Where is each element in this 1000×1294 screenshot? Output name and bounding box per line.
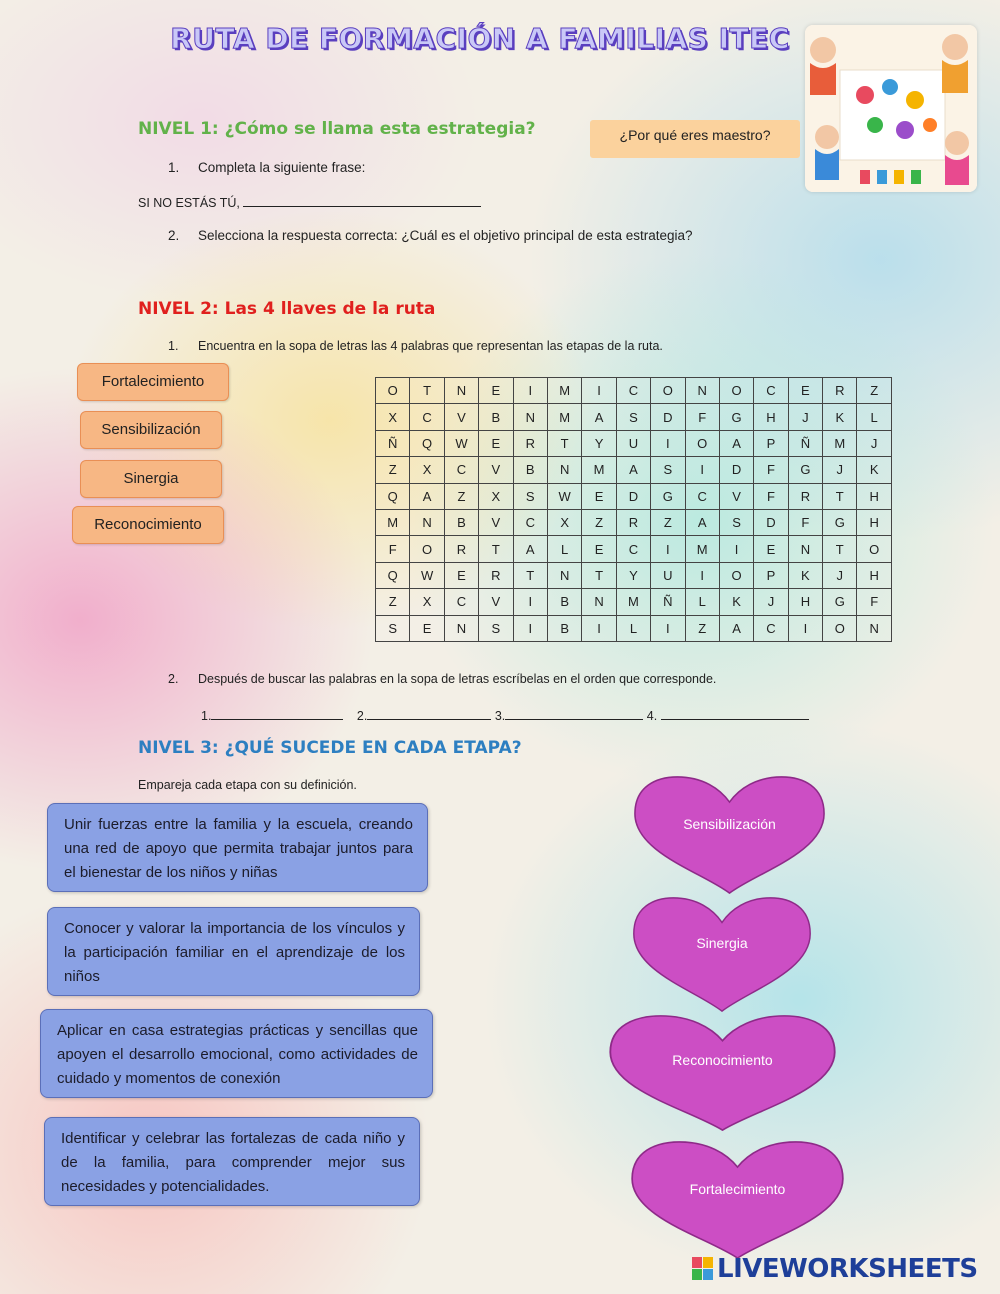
grid-cell[interactable]: M [616, 589, 650, 615]
grid-cell[interactable]: Q [376, 483, 410, 509]
definition-box-4[interactable]: Identificar y celebrar las fortalezas de cada niño y de la familia, para comprender mejor sus necesidades y potencialidades. [44, 1117, 420, 1206]
logo-blocks [692, 1257, 714, 1281]
grid-cell[interactable]: G [823, 509, 857, 535]
grid-cell[interactable]: I [582, 378, 616, 404]
grid-cell[interactable]: Z [685, 615, 719, 641]
grid-cell[interactable]: B [479, 404, 513, 430]
grid-cell[interactable]: R [479, 562, 513, 588]
heart-sensibilizacion[interactable] [633, 775, 826, 895]
grid-cell[interactable]: H [857, 562, 891, 588]
grid-cell[interactable]: K [857, 457, 891, 483]
grid-cell[interactable]: D [754, 509, 788, 535]
grid-cell[interactable]: E [479, 430, 513, 456]
answer-label-1: 1. [201, 709, 212, 723]
grid-cell[interactable]: B [513, 457, 547, 483]
grid-row [376, 562, 892, 588]
level3-heading: NIVEL 3: ¿QUÉ SUCEDE EN CADA ETAPA? [138, 738, 522, 758]
grid-cell[interactable]: R [616, 509, 650, 535]
grid-cell[interactable]: W [547, 483, 581, 509]
question-number: 2. [168, 228, 180, 243]
grid-cell[interactable]: N [788, 536, 822, 562]
grid-cell[interactable]: T [547, 430, 581, 456]
grid-cell[interactable]: T [513, 562, 547, 588]
heart-shape [630, 1140, 845, 1260]
grid-cell[interactable]: X [479, 483, 513, 509]
grid-cell[interactable]: H [857, 509, 891, 535]
grid-cell[interactable]: I [719, 536, 753, 562]
grid-row [376, 483, 892, 509]
grid-cell[interactable]: T [823, 536, 857, 562]
definition-box-3[interactable]: Aplicar en casa estrategias prácticas y sencillas que apoyen el desarrollo emocional, como actividades de cuidado y momentos de conexión [40, 1009, 433, 1098]
heart-sinergia[interactable] [632, 896, 812, 1013]
phrase-answer-blank[interactable] [243, 193, 481, 207]
grid-cell[interactable]: V [479, 589, 513, 615]
grid-cell[interactable]: L [547, 536, 581, 562]
grid-cell[interactable]: S [513, 483, 547, 509]
grid-cell[interactable]: A [616, 457, 650, 483]
grid-cell[interactable]: O [376, 378, 410, 404]
grid-cell[interactable]: L [616, 615, 650, 641]
grid-cell[interactable]: O [719, 378, 753, 404]
question-text: Completa la siguiente frase: [198, 160, 366, 175]
grid-cell[interactable]: F [754, 483, 788, 509]
grid-cell[interactable]: U [616, 430, 650, 456]
grid-cell[interactable]: O [719, 562, 753, 588]
grid-cell[interactable]: T [410, 378, 444, 404]
answer-label-3: 3. [494, 709, 506, 723]
grid-cell[interactable]: K [788, 562, 822, 588]
word-search-table [375, 377, 892, 642]
grid-cell[interactable]: B [547, 615, 581, 641]
grid-cell[interactable]: M [547, 378, 581, 404]
grid-cell[interactable]: A [719, 430, 753, 456]
grid-row [376, 509, 892, 535]
grid-cell[interactable]: T [823, 483, 857, 509]
grid-cell[interactable]: H [857, 483, 891, 509]
grid-cell[interactable]: Z [651, 509, 685, 535]
grid-cell[interactable]: I [582, 615, 616, 641]
grid-cell[interactable]: Y [616, 562, 650, 588]
grid-cell[interactable]: S [479, 615, 513, 641]
grid-cell[interactable]: J [857, 430, 891, 456]
word-search-grid [375, 377, 892, 642]
level2-question2 [168, 672, 716, 686]
grid-cell[interactable]: E [582, 483, 616, 509]
grid-cell[interactable]: M [685, 536, 719, 562]
definition-box-1[interactable]: Unir fuerzas entre la familia y la escuela, creando una red de apoyo que permita trabajar juntos para el bienestar de los niños y niñas [47, 803, 428, 892]
grid-cell[interactable]: M [582, 457, 616, 483]
grid-cell[interactable]: Y [582, 430, 616, 456]
grid-cell[interactable]: W [444, 430, 478, 456]
grid-cell[interactable]: I [685, 562, 719, 588]
grid-cell[interactable]: L [685, 589, 719, 615]
page-title: RUTA DE FORMACIÓN A FAMILIAS ITEC [170, 22, 790, 55]
grid-cell[interactable]: R [513, 430, 547, 456]
grid-cell[interactable]: G [788, 457, 822, 483]
grid-cell[interactable]: C [410, 404, 444, 430]
heart-label: Sensibilización [683, 816, 776, 832]
grid-cell[interactable]: E [444, 562, 478, 588]
children-painting-illustration [805, 25, 977, 192]
heart-shape [633, 775, 826, 895]
grid-cell[interactable]: M [823, 430, 857, 456]
grid-cell[interactable]: J [754, 589, 788, 615]
illustration-graphic [805, 25, 977, 192]
grid-cell[interactable]: T [479, 536, 513, 562]
grid-cell[interactable]: C [616, 536, 650, 562]
grid-cell[interactable]: A [685, 509, 719, 535]
level2-heading: NIVEL 2: Las 4 llaves de la ruta [138, 299, 436, 319]
phrase-text: SI NO ESTÁS TÚ, [138, 196, 240, 210]
grid-cell[interactable]: N [444, 378, 478, 404]
grid-cell[interactable]: O [651, 378, 685, 404]
level1-question1 [168, 160, 365, 175]
grid-row [376, 404, 892, 430]
grid-cell[interactable]: F [857, 589, 891, 615]
grid-cell[interactable]: J [788, 404, 822, 430]
grid-cell[interactable]: N [513, 404, 547, 430]
grid-cell[interactable]: H [754, 404, 788, 430]
question-text: Después de buscar las palabras en la sopa de letras escríbelas en el orden que corresponde. [198, 672, 717, 686]
grid-cell[interactable]: S [616, 404, 650, 430]
grid-cell[interactable]: X [376, 404, 410, 430]
heart-label: Fortalecimiento [689, 1181, 786, 1197]
grid-cell[interactable]: Z [444, 483, 478, 509]
liveworksheets-brand[interactable]: LIVEWORKSHEETS [717, 1254, 978, 1284]
grid-cell[interactable]: S [651, 457, 685, 483]
grid-cell[interactable]: A [582, 404, 616, 430]
grid-cell[interactable]: L [857, 404, 891, 430]
grid-cell[interactable]: G [823, 589, 857, 615]
grid-cell[interactable]: D [651, 404, 685, 430]
grid-cell[interactable]: F [376, 536, 410, 562]
grid-cell[interactable]: I [685, 457, 719, 483]
grid-cell[interactable]: C [444, 589, 478, 615]
heart-label: Sinergia [696, 935, 748, 951]
grid-cell[interactable]: I [788, 615, 822, 641]
answer-blank-1[interactable] [211, 706, 343, 720]
grid-cell[interactable]: X [547, 509, 581, 535]
liveworksheets-logo-icon [692, 1257, 714, 1281]
word-pill-sinergia[interactable]: Sinergia [80, 460, 222, 498]
grid-cell[interactable]: R [823, 378, 857, 404]
grid-cell[interactable]: J [823, 562, 857, 588]
definition-box-2[interactable]: Conocer y valorar la importancia de los vínculos y la participación familiar en el aprendizaje de los niños [47, 907, 420, 996]
grid-row [376, 536, 892, 562]
level1-heading: NIVEL 1: ¿Cómo se llama esta estrategia? [138, 119, 536, 139]
grid-cell[interactable]: I [513, 378, 547, 404]
question-number: 1. [168, 160, 180, 175]
grid-cell[interactable]: C [754, 378, 788, 404]
grid-cell[interactable]: E [479, 378, 513, 404]
phrase-line [138, 193, 481, 210]
answer-blank-4[interactable] [661, 706, 809, 720]
question-text: Encuentra en la sopa de letras las 4 palabras que representan las etapas de la ruta. [198, 339, 663, 353]
grid-cell[interactable]: A [719, 615, 753, 641]
grid-cell[interactable]: R [788, 483, 822, 509]
grid-cell[interactable]: P [754, 430, 788, 456]
grid-row [376, 589, 892, 615]
grid-cell[interactable]: N [547, 457, 581, 483]
grid-cell[interactable]: V [479, 457, 513, 483]
answer-label-4: 4. [646, 709, 658, 723]
grid-cell[interactable]: I [651, 430, 685, 456]
grid-cell[interactable]: E [788, 378, 822, 404]
grid-row [376, 457, 892, 483]
grid-cell[interactable]: I [651, 536, 685, 562]
grid-cell[interactable]: V [479, 509, 513, 535]
grid-cell[interactable]: T [582, 562, 616, 588]
grid-cell[interactable]: Ñ [788, 430, 822, 456]
grid-cell[interactable]: N [582, 589, 616, 615]
question-number: 1. [168, 339, 179, 353]
grid-cell[interactable]: Z [582, 509, 616, 535]
grid-cell[interactable]: P [754, 562, 788, 588]
grid-cell[interactable]: I [513, 589, 547, 615]
grid-cell[interactable]: A [410, 483, 444, 509]
grid-cell[interactable]: Q [376, 562, 410, 588]
heart-reconocimiento[interactable] [608, 1014, 837, 1132]
grid-cell[interactable]: N [410, 509, 444, 535]
level2-question1 [168, 339, 663, 353]
grid-cell[interactable]: Z [376, 457, 410, 483]
answer-blank-3[interactable] [505, 706, 643, 720]
grid-cell[interactable]: I [651, 615, 685, 641]
grid-cell[interactable]: V [444, 404, 478, 430]
grid-cell[interactable]: N [444, 615, 478, 641]
grid-cell[interactable]: Z [857, 378, 891, 404]
answer-blank-2[interactable] [367, 706, 491, 720]
grid-cell[interactable]: I [513, 615, 547, 641]
grid-cell[interactable]: Ñ [376, 430, 410, 456]
heart-shape [632, 896, 812, 1013]
level3-instruction: Empareja cada etapa con su definición. [138, 778, 357, 792]
grid-row [376, 615, 892, 641]
grid-cell[interactable]: N [685, 378, 719, 404]
grid-cell[interactable]: C [754, 615, 788, 641]
grid-cell[interactable]: K [823, 404, 857, 430]
grid-cell[interactable]: Z [376, 589, 410, 615]
grid-cell[interactable]: Ñ [651, 589, 685, 615]
grid-cell[interactable]: S [376, 615, 410, 641]
why-teacher-box: ¿Por qué eres maestro? [590, 120, 800, 158]
answer-blanks-row [201, 706, 809, 723]
grid-cell[interactable]: B [547, 589, 581, 615]
grid-cell[interactable]: D [616, 483, 650, 509]
grid-cell[interactable]: O [857, 536, 891, 562]
level1-question2 [168, 228, 693, 243]
grid-cell[interactable]: M [376, 509, 410, 535]
word-pill-fortalecimiento[interactable]: Fortalecimiento [77, 363, 229, 401]
grid-cell[interactable]: F [788, 509, 822, 535]
grid-cell[interactable]: C [616, 378, 650, 404]
grid-cell[interactable]: C [513, 509, 547, 535]
grid-cell[interactable]: F [754, 457, 788, 483]
grid-cell[interactable]: V [719, 483, 753, 509]
grid-row [376, 378, 892, 404]
grid-cell[interactable]: J [823, 457, 857, 483]
grid-cell[interactable]: O [410, 536, 444, 562]
grid-cell[interactable]: K [719, 589, 753, 615]
grid-cell[interactable]: W [410, 562, 444, 588]
grid-cell[interactable]: F [685, 404, 719, 430]
heart-label: Reconocimiento [672, 1052, 773, 1068]
grid-cell[interactable]: H [788, 589, 822, 615]
question-number: 2. [168, 672, 179, 686]
grid-cell[interactable]: E [754, 536, 788, 562]
grid-cell[interactable]: O [685, 430, 719, 456]
grid-cell[interactable]: G [651, 483, 685, 509]
grid-cell[interactable]: B [444, 509, 478, 535]
grid-cell[interactable]: R [444, 536, 478, 562]
grid-cell[interactable]: C [685, 483, 719, 509]
heart-shape [608, 1014, 837, 1132]
grid-cell[interactable]: D [719, 457, 753, 483]
word-pill-sensibilizacion[interactable]: Sensibilización [80, 411, 222, 449]
grid-cell[interactable]: S [719, 509, 753, 535]
grid-cell[interactable]: C [444, 457, 478, 483]
word-pill-reconocimiento[interactable]: Reconocimiento [72, 506, 224, 544]
heart-fortalecimiento[interactable] [630, 1140, 845, 1260]
grid-cell[interactable]: M [547, 404, 581, 430]
grid-row [376, 430, 892, 456]
grid-cell[interactable]: G [719, 404, 753, 430]
question-text: Selecciona la respuesta correcta: ¿Cuál es el objetivo principal de esta estrategia? [198, 228, 693, 243]
grid-cell[interactable]: E [410, 615, 444, 641]
grid-cell[interactable]: O [823, 615, 857, 641]
answer-label-2: 2. [356, 709, 368, 723]
grid-cell[interactable]: E [582, 536, 616, 562]
grid-cell[interactable]: N [547, 562, 581, 588]
grid-cell[interactable]: A [513, 536, 547, 562]
grid-cell[interactable]: U [651, 562, 685, 588]
grid-cell[interactable]: X [410, 457, 444, 483]
grid-cell[interactable]: Q [410, 430, 444, 456]
grid-cell[interactable]: N [857, 615, 891, 641]
grid-cell[interactable]: X [410, 589, 444, 615]
